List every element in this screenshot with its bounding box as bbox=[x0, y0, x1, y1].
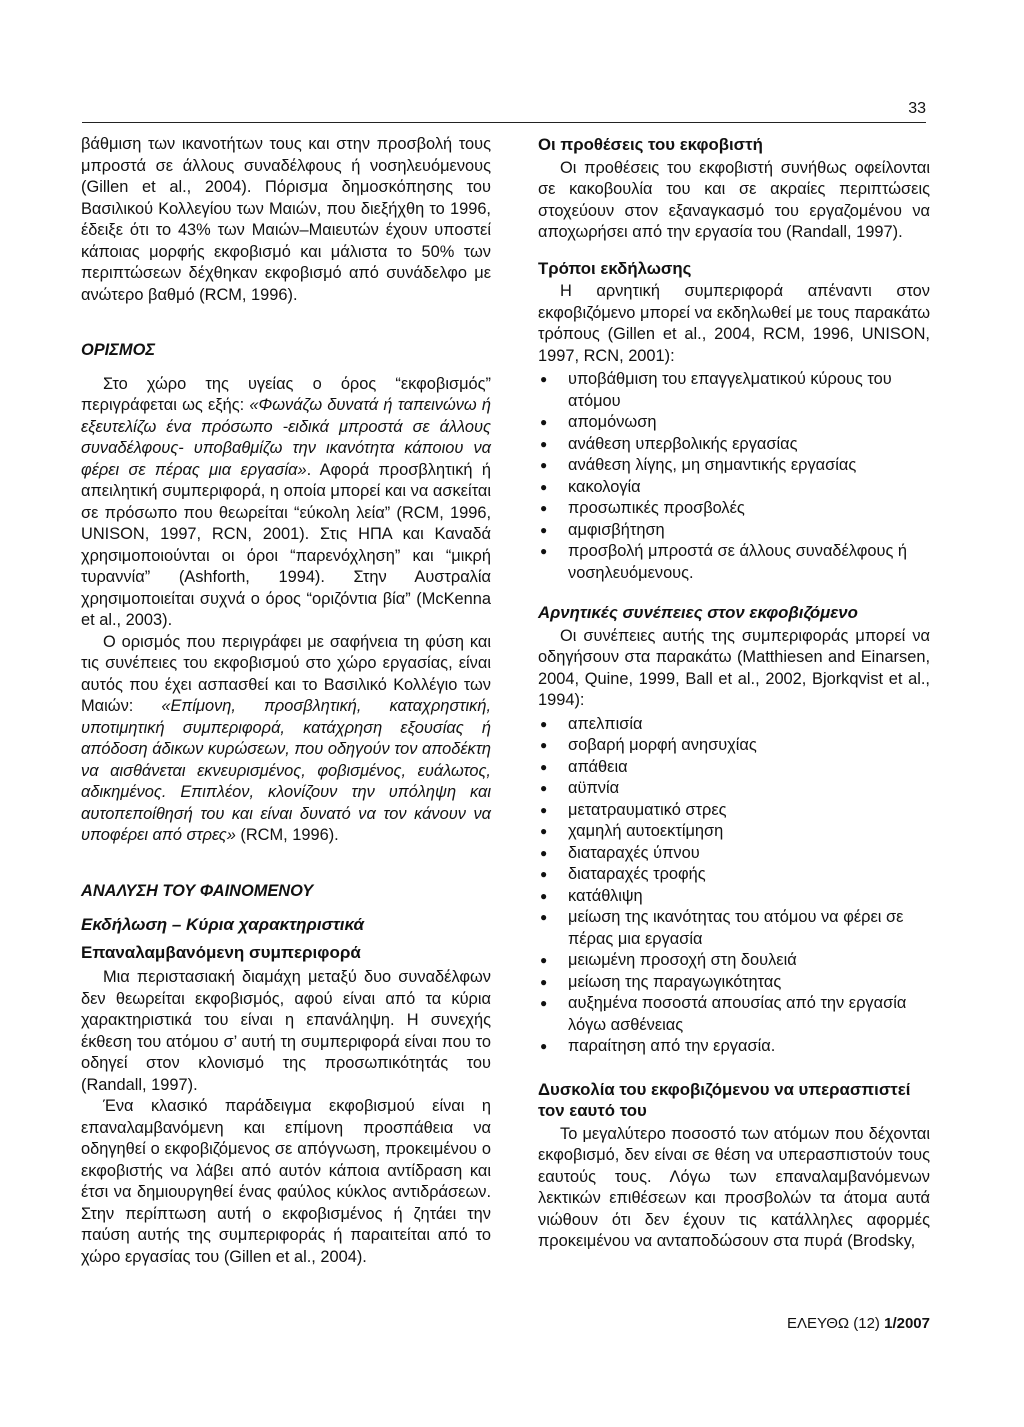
intentions-heading: Οι προθέσεις του εκφοβιστή bbox=[538, 135, 763, 154]
definition-heading: ΟΡΙΣΜΟΣ bbox=[81, 341, 155, 359]
definition-paragraph-1 bbox=[81, 374, 491, 632]
consequences-list bbox=[538, 714, 930, 1058]
ways-paragraph: Η αρνητική συμπεριφορά απέναντι στον εκφοβιζόμενο μπορεί να εκδηλωθεί με τους παρακάτω τρόπους (Gillen et al., 2004, RCM, 1996, UNISON, 1997, RCN, 2001): bbox=[538, 282, 930, 365]
difficulty-heading: Δυσκολία του εκφοβιζόμενου να υπερασπιστεί τον εαυτό του bbox=[538, 1079, 911, 1120]
list-item: ● μειωμένη προσοχή στη δουλειά bbox=[538, 950, 930, 972]
list-item: ● ανάθεση λίγης, μη σημαντικής εργασίας bbox=[538, 455, 930, 477]
list-item: ● διαταραχές τροφής bbox=[538, 864, 930, 886]
list-item: ● προσωπικές προσβολές bbox=[538, 498, 930, 520]
difficulty-paragraph: Το μεγαλύτερο ποσοστό των ατόμων που δέχονται εκφοβισμό, δεν είναι σε θέση να υπερασπιστούν τους εαυτούς τους. Λόγω των επαναλαμβανόμενων λεκτικών επιθέσεων και προσβολών τα άτομα αυτά νιώθουν ότι δεν έχουν τις κατάλληλες αφορμές προκειμένου να ανταποδώσουν στα πυρά (Brodsky, bbox=[538, 1124, 930, 1250]
journal-footer bbox=[660, 1315, 930, 1332]
list-item: ● μείωση της παραγωγικότητας bbox=[538, 972, 930, 994]
list-item: ● απελπισία bbox=[538, 714, 930, 736]
list-item: ● προσβολή μπροστά σε άλλους συναδέλφους ή νοσηλευόμενους. bbox=[538, 541, 930, 584]
def-p2-quote: «Επίμονη, προσβλητική, καταχρηστική, υποτιμητική συμπεριφορά, κατάχρηση εξουσίας ή απόδοση άδικων κυρώσεων, που οδηγούν τον αποδέκτη να αισθάνεται εκνευρισμένος, φοβισμένος, ευάλωτος, αδικημένος. Επιπλέον, κλονίζουν την υπόληψη και αυτοπεποίθησή του και είναι δυνατό να τον κάνουν να υποφέρει από στρες» bbox=[81, 697, 491, 844]
definition-paragraph-2 bbox=[81, 632, 491, 847]
list-item: ● κακολογία bbox=[538, 477, 930, 499]
def-p2-text-b: (RCM, 1996). bbox=[235, 826, 339, 844]
right-column bbox=[538, 134, 930, 1253]
consequences-paragraph: Οι συνέπειες αυτής της συμπεριφοράς μπορεί να οδηγήσουν στα παρακάτω (Matthiesen and Einarsen, 2004, Quine, 1999, Ball et al., 2002, Bjorkqvist et al., 1994): bbox=[538, 626, 930, 709]
consequences-heading: Αρνητικές συνέπειες στον εκφοβιζόμενο bbox=[538, 603, 858, 622]
list-item: ● αμφισβήτηση bbox=[538, 520, 930, 542]
repeated-behavior-heading: Επαναλαμβανόμενη συμπεριφορά bbox=[81, 942, 361, 962]
intro-paragraph: βάθμιση των ικανοτήτων τους και στην προσβολή τους μπροστά σε άλλους συναδέλφους ή νοσηλευόμενους (Gillen et al., 2004). Πόρισμα δημοσκόπησης του Βασιλικού Κολλεγίου των Μαιών, που διεξήχθη το 1996, έδειξε ότι το 43% των Μαιών–Μαιευτών έχουν υποστεί κάποιας μορφής εκφοβισμό και μάλιστα το 50% των περιπτώσεων δέχθηκαν εκφοβισμό από συνάδελφο με ανώτερο βαθμό (RCM, 1996). bbox=[81, 135, 491, 304]
footer-issue: 1/2007 bbox=[884, 1315, 930, 1332]
intentions-paragraph: Οι προθέσεις του εκφοβιστή συνήθως οφείλονται σε κακοβουλία του και σε ακραίες περιπτώσεις στοχεύουν στον εξαναγκασμό του εργαζομένου να αποχωρήσει από την εργασία του (Randall, 1997). bbox=[538, 158, 930, 241]
def-p2-text-a: Ο ορισμός που περιγράφει με σαφήνεια τη φύση και τις συνέπειες του εκφοβισμού στο χώρο εργασίας, είναι αυτός που έχει ασπασθεί και το Βασιλικό Κολλέγιο των Μαιών: bbox=[81, 632, 491, 715]
list-item: ● αυξημένα ποσοστά απουσίας από την εργασία λόγω ασθένειας bbox=[538, 993, 930, 1036]
list-item: ● υποβάθμιση του επαγγελματικού κύρους του ατόμου bbox=[538, 369, 930, 412]
ways-heading: Τρόποι εκδήλωσης bbox=[538, 258, 692, 278]
list-item: ● διαταραχές ύπνου bbox=[538, 843, 930, 865]
list-item: ● χαμηλή αυτοεκτίμηση bbox=[538, 821, 930, 843]
def-p1-quote: «Φωνάζω δυνατά ή ταπεινώνω ή εξευτελίζω ένα πρόσωπο -ειδικά μπροστά σε άλλους συναδέλφους- υποβαθμίζω την ικανότητα κάποιου να φέρει σε πέρας μια εργασία» bbox=[81, 396, 492, 479]
manifestation-heading: Εκδήλωση – Κύρια χαρακτηριστικά bbox=[81, 915, 365, 934]
left-column bbox=[81, 134, 491, 1268]
repeated-paragraph-2: Ένα κλασικό παράδειγμα εκφοβισμού είναι η επαναλαμβανόμενη και επίμονη προσπάθεια να οδηγηθεί ο εκφοβιζόμενος σε απόγνωση, προκειμένου ο εκφοβιστής να λάβει από αυτόν κάποια αντίδραση και έτσι να δημιουργηθεί ένας φαύλος κύκλος αντιδράσεων. Στην περίπτωση αυτή ο εκφοβισμένος ή ζητάει την παύση αυτής της συμπεριφοράς ή παραιτείται από το χώρο εργασίας του (Gillen et al., 2004). bbox=[81, 1097, 491, 1266]
list-item: ● ανάθεση υπερβολικής εργασίας bbox=[538, 434, 930, 456]
page-number: 33 bbox=[908, 100, 926, 117]
def-p1-text-b: . Αφορά προσβλητική ή απειλητική συμπεριφορά, η οποία μπορεί και να ασκείται σε πρόσωπο που θεωρείται “εύκολη λεία” (RCM, 1996, UNISON, 1997, RCN, 2001). Στις ΗΠΑ και Καναδά χρησιμοποιούνται οι όροι “παρενόχληση” και “μικρή τυραννία” (Ashforth, 1994). Στην Αυστραλία χρησιμοποιείται συχνά ο όρος “οριζόντια βία” (McKenna et al., 2003). bbox=[81, 460, 491, 629]
list-item: ● αϋπνία bbox=[538, 778, 930, 800]
ways-list bbox=[538, 369, 930, 584]
header-rule bbox=[82, 122, 926, 123]
list-item: ● απομόνωση bbox=[538, 412, 930, 434]
list-item: ● μείωση της ικανότητας του ατόμου να φέρει σε πέρας μια εργασία bbox=[538, 907, 930, 950]
list-item: ● κατάθλιψη bbox=[538, 886, 930, 908]
def-p1-text-a: Στο χώρο της υγείας ο όρος “εκφοβισμός” περιγράφεται ως εξής: bbox=[81, 374, 491, 414]
list-item: ● μετατραυματικό στρες bbox=[538, 800, 930, 822]
repeated-paragraph-1: Μια περιστασιακή διαμάχη μεταξύ δυο συναδέλφων δεν θεωρείται εκφοβισμός, αφού είναι από τα κύρια χαρακτηριστικά του είναι η επανάληψη. Η συνεχής έκθεση του ατόμου σ’ αυτή τη συμπεριφορά είναι που το οδηγεί στον κλονισμό της προσωπικότητάς του (Randall, 1997). bbox=[81, 968, 491, 1094]
list-item: ● απάθεια bbox=[538, 757, 930, 779]
list-item: ● παραίτηση από την εργασία. bbox=[538, 1036, 930, 1058]
list-item: ● σοβαρή μορφή ανησυχίας bbox=[538, 735, 930, 757]
analysis-heading: ΑΝΑΛΥΣΗ ΤΟΥ ΦΑΙΝΟΜΕΝΟΥ bbox=[81, 881, 314, 900]
footer-journal: ΕΛΕΥΘΩ (12) bbox=[787, 1315, 880, 1332]
